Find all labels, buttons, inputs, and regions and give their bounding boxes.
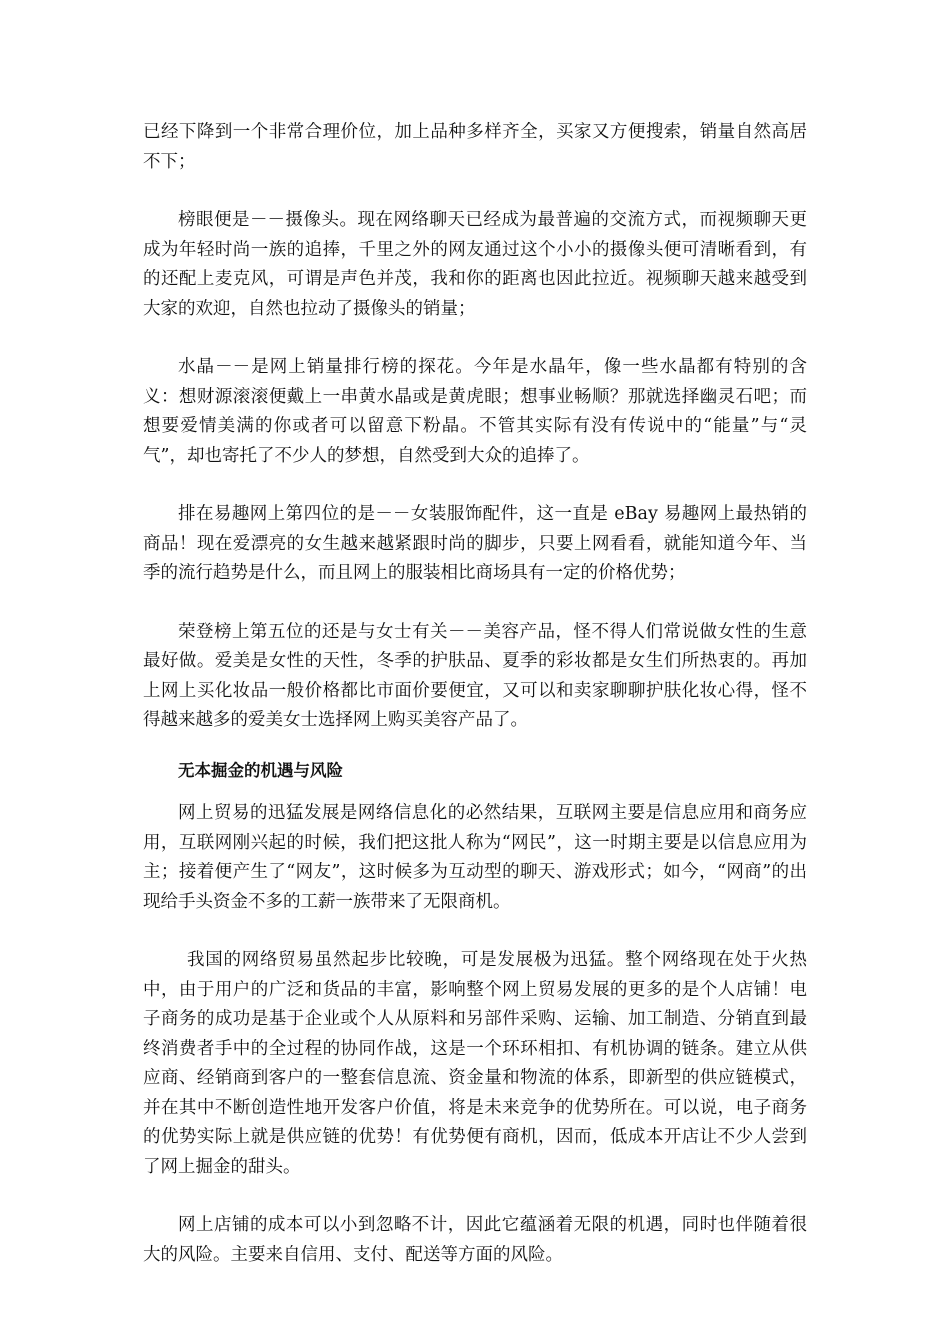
paragraph-risks: 网上店铺的成本可以小到忽略不计，因此它蕴涵着无限的机遇，同时也伴随着很大的风险。主要来自信用、支付、配送等方面的风险。 (143, 1215, 807, 1265)
paragraph-supply-chain: 我国的网络贸易虽然起步比较晚，可是发展极为迅猛。整个网络现在处于火热中，由于用户的广泛和货品的丰富，影响整个网上贸易发展的更多的是个人店铺！电子商务的成功是基于企业或个人从原料和另部件采购、运输、加工制造、分销直到最终消费者手中的全过程的协同作战，这是一个环环相扣、有机协调的链条。建立从供应商、经销商到客户的一整套信息流、资金量和物流的体系，即新型的供应链模式，并在其中不断创造性地开发客户价值，将是未来竞争的优势所在。可以说，电子商务的优势实际上就是供应链的优势！有优势便有商机，因而，低成本开店让不少人尝到了网上掘金的甜头。 (143, 950, 807, 1177)
section-heading: 无本掘金的机遇与风险 (178, 760, 343, 780)
paragraph-beauty: 荣登榜上第五位的还是与女士有关－－美容产品，怪不得人们常说做女性的生意最好做。爱美是女性的天性，冬季的护肤品、夏季的彩妆都是女生们所热衷的。再加上网上买化妆品一般价格都比市面价要便宜，又可以和卖家聊聊护肤化妆心得，怪不得越来越多的爱美女士选择网上购买美容产品了。 (143, 621, 807, 730)
paragraph-camera: 榜眼便是－－摄像头。现在网络聊天已经成为最普遍的交流方式，而视频聊天更成为年轻时尚一族的追捧，千里之外的网友通过这个小小的摄像头便可清晰看到，有的还配上麦克风，可谓是声色并茂，我和你的距离也因此拉近。视频聊天越来越受到大家的欢迎，自然也拉动了摄像头的销量； (143, 210, 807, 319)
paragraph-apparel: 排在易趣网上第四位的是－－女装服饰配件，这一直是 eBay 易趣网上最热销的商品！现在爱漂亮的女生越来越紧跟时尚的脚步，只要上网看看，就能知道今年、当季的流行趋势是什么，而且网上的服装相比商场具有一定的价格优势； (143, 504, 807, 583)
paragraph-crystal: 水晶－－是网上销量排行榜的探花。今年是水晶年，像一些水晶都有特别的含义：想财源滚滚便戴上一串黄水晶或是黄虎眼；想事业畅顺？那就选择幽灵石吧；而想要爱情美满的你或者可以留意下粉晶。不管其实际有没有传说中的“能量”与“灵气”，却也寄托了不少人的梦想，自然受到大众的追捧了。 (143, 357, 807, 466)
document-page (143, 118, 807, 1270)
paragraph-continued: 已经下降到一个非常合理价位，加上品种多样齐全，买家又方便搜索，销量自然高居不下； (143, 122, 807, 172)
paragraph-online-trade: 网上贸易的迅猛发展是网络信息化的必然结果，互联网主要是信息应用和商务应用，互联网刚兴起的时候，我们把这批人称为“网民”，这一时期主要是以信息应用为主；接着便产生了“网友”，这时候多为互动型的聊天、游戏形式；如今，“网商”的出现给手头资金不多的工薪一族带来了无限商机。 (143, 803, 807, 912)
